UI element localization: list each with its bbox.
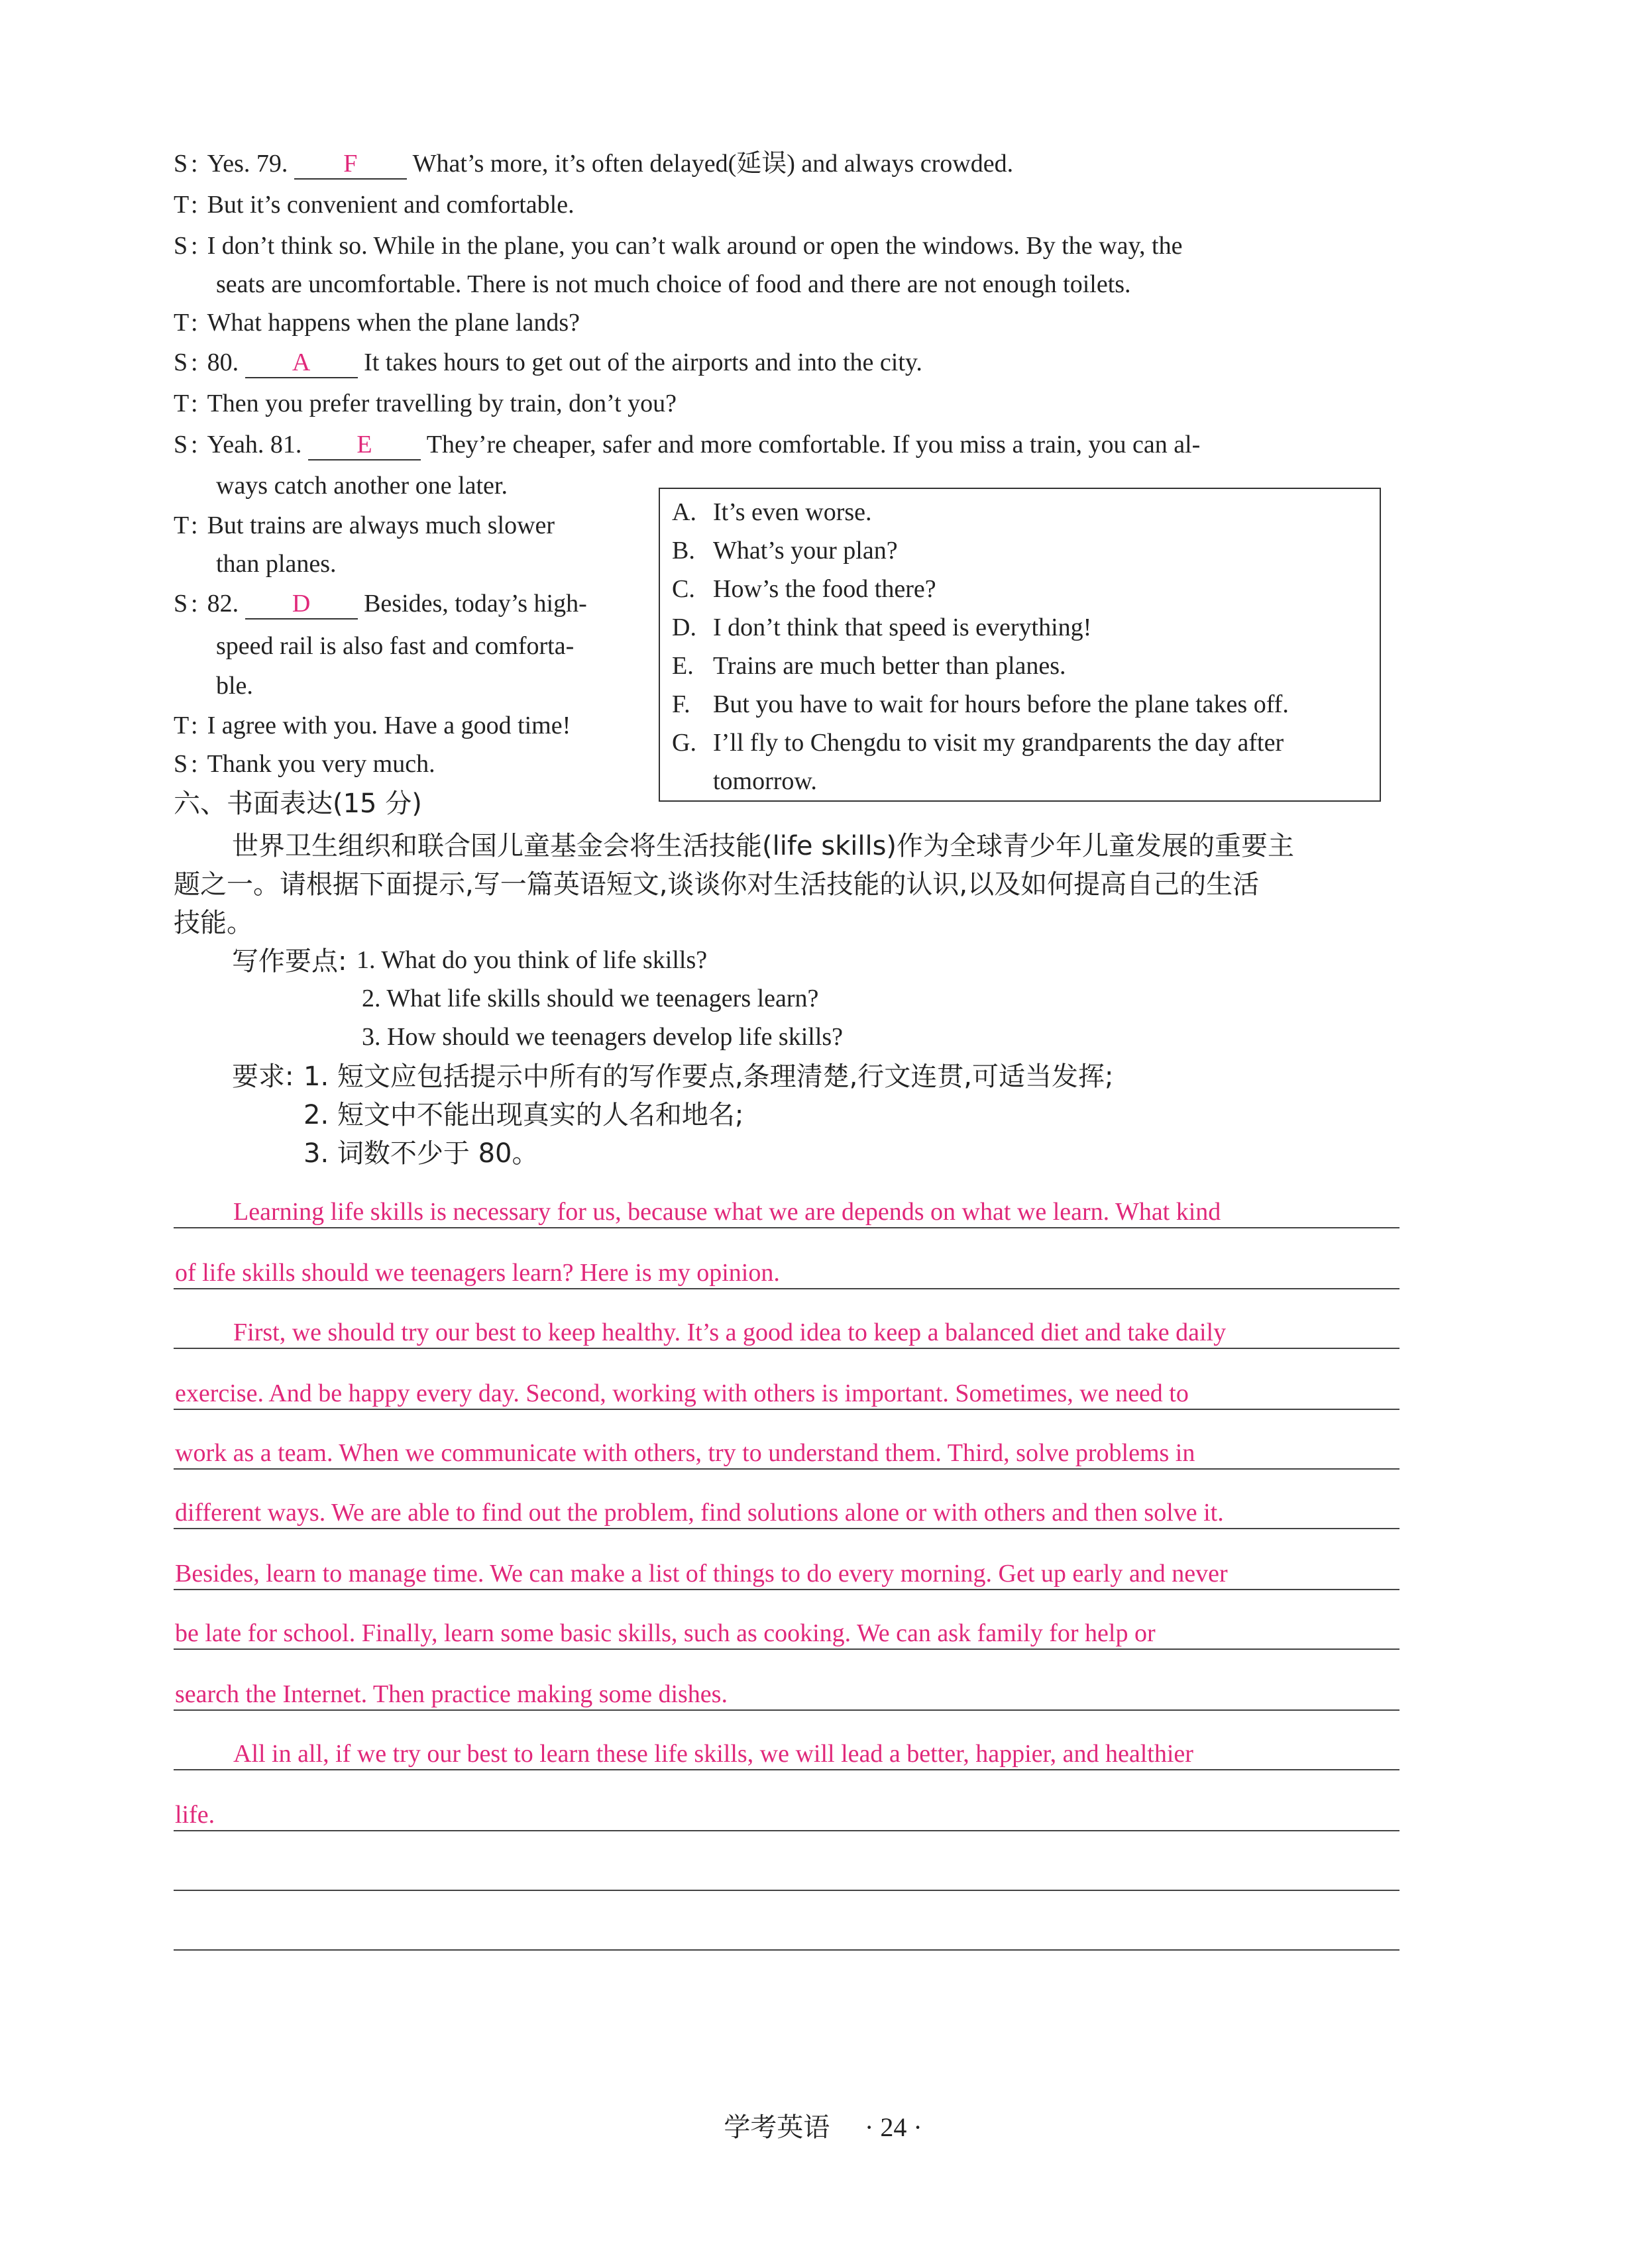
option-item [672, 572, 936, 606]
speaker-colon: : [191, 309, 198, 337]
dialogue-line [174, 747, 435, 781]
speaker-label: T [174, 512, 190, 539]
dialogue-line [174, 306, 580, 339]
line-text: I don’t think so. While in the plane, you can’t walk around or open the windows. By the way, the [207, 232, 1183, 260]
line-text: 80. [207, 349, 245, 376]
intro-line-2: 题之一。请根据下面提示,写一篇英语短文,谈谈你对生活技能的认识,以及如何提高自己的生活 [174, 869, 1260, 900]
option-key: D. [672, 614, 696, 641]
dialogue-line [216, 629, 574, 663]
essay-answer-line: work as a team. When we communicate with others, try to understand them. Third, solve problems in [175, 1439, 1195, 1467]
option-text: What’s your plan? [713, 537, 898, 565]
line-text: What happens when the plane lands? [207, 309, 580, 337]
option-key: F. [672, 690, 690, 718]
req-1: 1. 短文应包括提示中所有的写作要点,条理清楚,行文连贯,可适当发挥; [303, 1061, 1114, 1092]
line-text: Thank you very much. [207, 750, 435, 778]
speaker-colon: : [191, 349, 198, 376]
answer-blank[interactable]: A [245, 348, 358, 378]
line-text: 82. [207, 590, 245, 618]
line-text: It takes hours to get out of the airports and into the city. [357, 349, 922, 376]
line-text: But trains are always much slower [207, 512, 555, 539]
line-text: I agree with you. Have a good time! [207, 712, 571, 739]
option-item [672, 688, 1289, 721]
req-2: 2. 短文中不能出现真实的人名和地名; [303, 1100, 744, 1130]
speaker-colon: : [191, 590, 198, 618]
points-label: 写作要点: [232, 946, 347, 977]
line-text: Besides, today’s high- [357, 590, 587, 618]
intro-line-3: 技能。 [174, 908, 253, 938]
dialogue-line [174, 346, 922, 379]
dialogue-line [216, 669, 253, 702]
section-title: 六、书面表达(15 分) [174, 788, 422, 819]
speaker-colon: : [191, 232, 198, 260]
line-text: Yes. 79. [207, 150, 294, 178]
answer-blank[interactable]: E [308, 430, 421, 460]
speaker-colon: : [191, 390, 198, 417]
essay-answer-line: First, we should try our best to keep healthy. It’s a good idea to keep a balanced diet and take daily [233, 1319, 1227, 1346]
option-text: How’s the food there? [713, 575, 936, 603]
point-3: 3. How should we teenagers develop life skills? [362, 1023, 844, 1051]
req-3: 3. 词数不少于 80。 [303, 1138, 539, 1169]
line-text: seats are uncomfortable. There is not much choice of food and there are not enough toilets. [216, 270, 1131, 298]
writing-rule-line [174, 1949, 1399, 1951]
speaker-label: S [174, 431, 188, 459]
essay-answer-line: Besides, learn to manage time. We can make a list of things to do every morning. Get up early and never [175, 1560, 1228, 1588]
page-number: · 24 · [865, 2112, 922, 2142]
line-text: than planes. [216, 550, 337, 578]
essay-answer-line: be late for school. Finally, learn some basic skills, such as cooking. We can ask family for help or [175, 1619, 1156, 1647]
option-item [672, 726, 1284, 759]
dialogue-line [216, 469, 508, 502]
speaker-label: S [174, 349, 188, 376]
dialogue-line [216, 268, 1131, 301]
option-key: G. [672, 729, 696, 757]
writing-rule-line [174, 1890, 1399, 1891]
essay-answer-line: of life skills should we teenagers learn? Here is my opinion. [175, 1259, 780, 1287]
line-text: They’re cheaper, safer and more comfortable. If you miss a train, you can al- [420, 431, 1201, 459]
option-item [672, 765, 817, 798]
option-key: E. [672, 652, 694, 680]
speaker-colon: : [191, 712, 198, 739]
essay-answer-line: exercise. And be happy every day. Second, working with others is important. Sometimes, we need to [175, 1379, 1189, 1407]
option-item [672, 649, 1066, 682]
speaker-label: S [174, 232, 188, 260]
speaker-label: T [174, 390, 190, 417]
req-label: 要求: [232, 1061, 294, 1092]
option-text: I’ll fly to Chengdu to visit my grandparents the day after [713, 729, 1284, 757]
line-text: What’s more, it’s often delayed(延误) and always crowded. [406, 150, 1014, 178]
essay-answer-line: life. [175, 1801, 215, 1829]
option-text: Trains are much better than planes. [713, 652, 1066, 680]
speaker-colon: : [191, 150, 198, 178]
option-item [672, 534, 898, 567]
speaker-colon: : [191, 431, 198, 459]
line-text: speed rail is also fast and comforta- [216, 632, 575, 660]
line-text: Then you prefer travelling by train, don’t you? [207, 390, 677, 417]
essay-answer-line: All in all, if we try our best to learn these life skills, we will lead a better, happier, and healthier [233, 1740, 1193, 1768]
speaker-label: T [174, 191, 190, 219]
speaker-label: S [174, 750, 188, 778]
intro-line-1: 世界卫生组织和联合国儿童基金会将生活技能(life skills)作为全球青少年儿童发展的重要主 [232, 831, 1295, 861]
speaker-label: S [174, 590, 188, 618]
speaker-colon: : [191, 191, 198, 219]
dialogue-line [174, 188, 575, 221]
answer-blank[interactable]: D [245, 589, 358, 620]
dialogue-line [174, 387, 677, 420]
options-box [659, 488, 1381, 802]
dialogue-line [174, 709, 571, 742]
option-key: B. [672, 537, 695, 565]
essay-answer-line: Learning life skills is necessary for us, because what we are depends on what we learn. What kind [233, 1198, 1221, 1226]
option-text: I don’t think that speed is everything! [713, 614, 1092, 641]
option-text: It’s even worse. [713, 498, 872, 526]
dialogue-line [174, 509, 555, 542]
dialogue-line [174, 147, 1013, 180]
option-key: C. [672, 575, 695, 603]
line-text: Yeah. 81. [207, 431, 308, 459]
point-2: 2. What life skills should we teenagers learn? [362, 985, 819, 1012]
point-1: 1. What do you think of life skills? [357, 946, 708, 974]
footer-title: 学考英语 [724, 2112, 830, 2143]
option-item [672, 611, 1091, 644]
dialogue-line [174, 428, 1200, 461]
essay-answer-line: different ways. We are able to find out the problem, find solutions alone or with others and then solve it. [175, 1499, 1224, 1527]
line-text: But it’s convenient and comfortable. [207, 191, 575, 219]
line-text: ble. [216, 672, 253, 700]
essay-answer-line: search the Internet. Then practice making some dishes. [175, 1680, 728, 1708]
dialogue-line [174, 229, 1182, 262]
answer-blank[interactable]: F [294, 149, 407, 180]
page-footer [0, 2111, 1646, 2144]
option-text: But you have to wait for hours before the plane takes off. [713, 690, 1289, 718]
option-key: A. [672, 498, 696, 526]
writing-rule-line [174, 1830, 1399, 1831]
dialogue-line [174, 587, 587, 620]
dialogue-line [216, 547, 337, 580]
speaker-colon: : [191, 512, 198, 539]
speaker-label: T [174, 309, 190, 337]
option-item [672, 496, 872, 529]
option-text: tomorrow. [713, 767, 817, 795]
line-text: ways catch another one later. [216, 472, 508, 500]
speaker-label: S [174, 150, 188, 178]
speaker-label: T [174, 712, 190, 739]
speaker-colon: : [191, 750, 198, 778]
